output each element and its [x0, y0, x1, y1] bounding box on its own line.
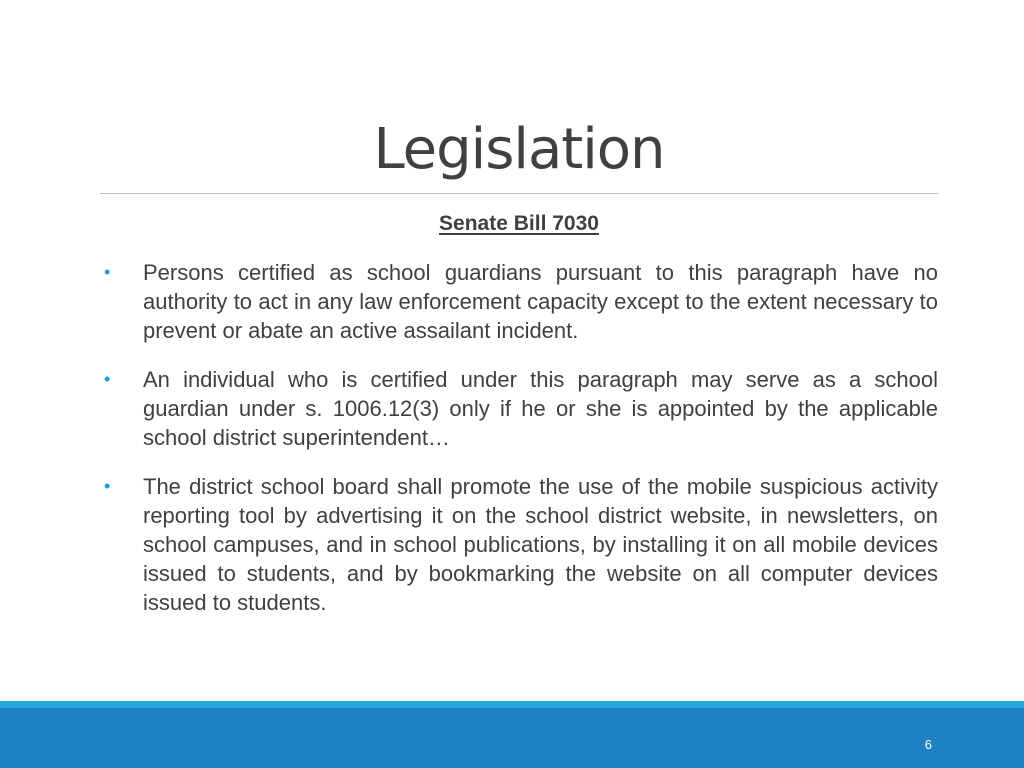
page-number: 6	[924, 737, 932, 752]
bullet-list	[100, 258, 938, 637]
bullet-dot-icon: •	[104, 369, 111, 389]
bullet-item	[100, 472, 938, 617]
footer-band	[0, 708, 1024, 768]
bullet-item	[100, 258, 938, 345]
title-divider	[100, 193, 938, 194]
footer-accent-line	[0, 701, 1024, 708]
bullet-text: An individual who is certified under this paragraph may serve as a school guardian under s. 1006.12(3) only if he or she is appointed by the applicable school district superintendent…	[143, 367, 938, 450]
bullet-text: The district school board shall promote the use of the mobile suspicious activity reporting tool by advertising it on the school district website, in newsletters, on school campuses, and in school publications, by installing it on all mobile devices issued to students, and by bookmarking the website on all computer devices issued to students.	[143, 474, 938, 615]
bullet-text: Persons certified as school guardians pursuant to this paragraph have no authority to act in any law enforcement capacity except to the extent necessary to prevent or abate an active assailant incident.	[143, 260, 938, 343]
slide-title: Legislation	[373, 117, 665, 182]
bullet-item	[100, 365, 938, 452]
slide-subtitle: Senate Bill 7030	[439, 212, 599, 235]
bullet-dot-icon: •	[104, 476, 111, 496]
bullet-dot-icon: •	[104, 262, 111, 282]
